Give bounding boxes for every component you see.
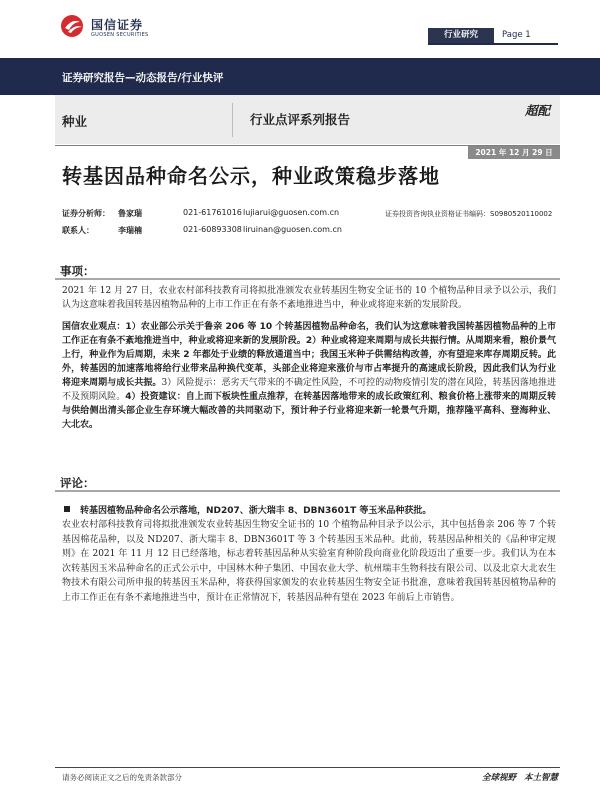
viewpoint-point-3: 3）风险提示：恶劣天气带来的不确定性风险，不可控的动物疫情引发的潜在风险，转基因落地推进不及预期风险。 xyxy=(62,378,556,402)
industry-rating: 超配 xyxy=(525,103,551,118)
section-heading-text: 事项： xyxy=(60,264,95,278)
analyst-role: 证券分析师： xyxy=(62,209,110,218)
contact-phone: 021-60893308 xyxy=(183,225,242,234)
section-heading-text: 评论： xyxy=(60,476,95,490)
report-type-banner xyxy=(0,58,600,95)
section-heading-event xyxy=(55,260,560,280)
comment-bullet xyxy=(62,503,556,516)
analyst-name: 鲁家瑞 xyxy=(118,209,142,218)
guosen-logo-icon xyxy=(60,14,86,38)
report-date: 2021 年 12 月 29 日 xyxy=(468,146,560,159)
report-type-text: 证券研究报告—动态报告/行业快评 xyxy=(62,72,224,84)
comment-paragraph: 农业农村部科技教育司将拟批准颁发农业转基因生物安全证书的 10 个植物品种目录予以公示，其中包括鲁亲 206 等 7 个转基因棉花品种，以及 ND207、浙大瑞丰 8、DBN3601T 等 3 个转基因玉米品种。此前，转基因品种相关的《品种审定规则》在 2021 年 11 月 12 日已经落地，标志着转基因品种从实验室育种阶段向商业化阶段迈出了重要一步。我们认为在本次转基因玉米品种命名的正式公示中，中国林木种子集团、中国农业大学、杭州瑞丰生物科技有限公司、以及北京大北农生物技术有限公司所申报的转基因玉米品种，将获得国家颁发的农业转基因生物安全证书批准，意味着我国转基因植物品种的上市工作正在有条不紊地推进当中，预计在正常情况下，转基因品种有望在 2023 年前后上市销售。 xyxy=(62,520,556,603)
report-title: 转基因品种命名公示，种业政策稳步落地 xyxy=(62,164,440,188)
contact-role: 联系人： xyxy=(62,226,94,235)
company-logo xyxy=(60,14,190,40)
analyst-certificate: 证券投资咨询执业资格证书编码：S0980520110002 xyxy=(385,210,553,218)
square-bullet-icon xyxy=(64,506,70,512)
footer-rule xyxy=(55,767,560,768)
event-paragraph: 2021 年 12 月 27 日，农业农村部科技教育司将拟批准颁发农业转基因生物安全证书的 10 个植物品种目录予以公示，我们认为这意味着我国转基因植物品种的上市工作正在有条不紊地推进当中，种业或将迎来新的发展阶段。 xyxy=(62,286,556,310)
analyst-phone: 021-61761016 xyxy=(183,208,242,217)
logo-subtext: GUOSEN SECURITIES xyxy=(91,32,149,38)
page-number: Page 1 xyxy=(502,30,531,40)
contact-name: 李瑞楠 xyxy=(118,226,142,235)
meta-divider xyxy=(232,103,233,137)
logo-text: 国信证券 xyxy=(91,18,144,32)
report-category: 行业研究 xyxy=(428,28,494,43)
report-series: 行业点评系列报告 xyxy=(250,112,351,127)
comment-bullet-text: 转基因植物品种命名公示落地，ND207、浙大瑞丰 8、DBN3601T 等玉米品种获批。 xyxy=(80,506,432,516)
viewpoint-paragraph xyxy=(62,320,556,432)
report-meta-row xyxy=(55,95,560,144)
analyst-row xyxy=(62,208,557,220)
report-category-tag xyxy=(428,28,558,45)
footer-slogan xyxy=(440,771,558,783)
viewpoint-lead: 国信农业观点： xyxy=(62,322,126,332)
footer-disclaimer: 请务必阅读正文之后的免责条款部分 xyxy=(62,773,182,782)
viewpoint-point-1: 1）农业部公示关于鲁亲 206 等 10 个转基因植物品种命名，我们认为这意味着我国转基因植物品种的上市工作正在有条不紊地推进当中，种业或将迎来新的发展阶段。 xyxy=(62,322,556,346)
contact-row xyxy=(62,225,557,237)
industry-label: 种业 xyxy=(62,114,88,129)
footer-slogan-part-2: 本土智慧 xyxy=(523,773,558,783)
viewpoint-point-2: 2）种业或将迎来周期与成长共振行情。从周期来看，粮价景气上行，种业作为后周期，未来 2 年都处于业绩的释放通道当中；我国玉米种子供需结构改善，亦有望迎来库存周期反转。此外，转基因的加速落地将给行业带来品种换代变革，头部企业将迎来涨价与市占率提升的高速成长阶段，因此我们认为行业将迎来周期与成长共振。 xyxy=(62,336,556,388)
contact-email: liruinan@guosen.com.cn xyxy=(243,225,342,234)
viewpoint-point-4: 4）投资建议：自上而下板块性重点推荐，在转基因落地带来的成长政策红利、粮食价格上涨带来的周期反转与供给侧出清头部企业生存环境大幅改善的共同驱动下，预计种子行业将迎来新一轮景气升期，推荐隆平高科、登海种业、大北农。 xyxy=(62,392,556,430)
footer-slogan-part-1: 全球视野 xyxy=(481,773,516,783)
analyst-email: lujiarui@guosen.com.cn xyxy=(243,208,340,217)
section-heading-comment xyxy=(55,472,560,492)
